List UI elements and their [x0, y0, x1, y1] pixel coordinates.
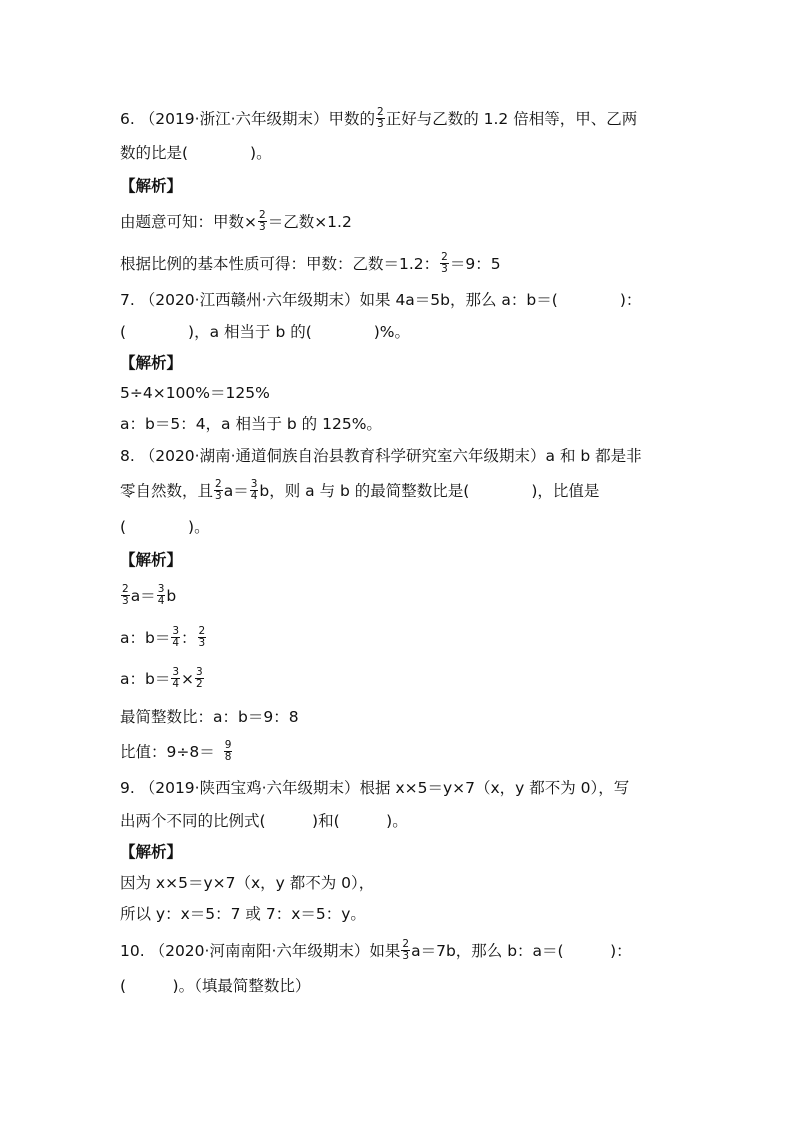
q6-analysis-step2: 根据比例的基本性质可得：甲数：乙数＝1.2： $\frac{2}{3}$ ＝9：5: [120, 251, 501, 275]
q8-analysis-step1: $\frac{2}{3}$ a＝ $\frac{3}{4}$ b: [122, 583, 177, 607]
q9-analysis-heading: 【解析】: [120, 843, 183, 861]
fraction-9-8: $\frac{9}{8}$: [224, 739, 232, 763]
fraction-2-3: $\frac{2}{3}$: [402, 938, 410, 962]
q8-analysis-step3: a：b＝ $\frac{3}{4}$ × $\frac{3}{2}$: [120, 666, 203, 690]
q9-stem-line2: 出两个不同的比例式( )和( )。: [120, 812, 408, 830]
q9-analysis-step2: 所以 y：x＝5：7 或 7：x＝5：y。: [120, 905, 366, 923]
fraction-2-3: $\frac{2}{3}$: [198, 625, 206, 649]
q8-stem-line2: 零自然数，且 $\frac{2}{3}$ a＝ $\frac{3}{4}$ b，则 a 与 b 的最简整数比是( )，比值是: [120, 478, 600, 502]
q9-stem-line1: 9. （2019·陕西宝鸡·六年级期末）根据 x×5＝y×7（x，y 都不为 0），写: [120, 779, 630, 797]
q7-analysis-step1: 5÷4×100%＝125%: [120, 384, 270, 402]
q7-stem-line1: 7. （2020·江西赣州·六年级期末）如果 4a＝5b，那么 a：b＝( )：: [120, 291, 642, 309]
q10-stem-line2: ( )。（填最简整数比）: [120, 977, 311, 995]
q8-analysis-step2: a：b＝ $\frac{3}{4}$ ： $\frac{2}{3}$: [120, 625, 206, 649]
q10-stem-line1: 10. （2020·河南南阳·六年级期末）如果 $\frac{2}{3}$ a＝7b，那么 b：a＝( )：: [120, 938, 632, 962]
fraction-2-3: $\frac{2}{3}$: [215, 478, 222, 502]
fraction-3-4: $\frac{3}{4}$: [172, 625, 180, 649]
q8-analysis-heading: 【解析】: [120, 551, 183, 569]
q7-stem-line2: ( )，a 相当于 b 的( )%。: [120, 323, 411, 341]
q6-stem-line2: 数的比是( )。: [120, 144, 272, 162]
q6-stem-line1: 6. （2019·浙江·六年级期末）甲数的 $\frac{2}{3}$ 正好与乙数的 1.2 倍相等，甲、乙两: [120, 106, 638, 130]
q7-analysis-heading: 【解析】: [120, 354, 183, 372]
q8-stem-line3: ( )。: [120, 518, 210, 536]
q8-analysis-step5: 比值：9÷8＝ $\frac{9}{8}$: [120, 739, 232, 763]
fraction-2-3: $\frac{2}{3}$: [259, 209, 266, 233]
q6-analysis-step1: 由题意可知：甲数× $\frac{2}{3}$ ＝乙数×1.2: [120, 209, 352, 233]
q7-analysis-step2: a：b＝5：4，a 相当于 b 的 125%。: [120, 415, 382, 433]
fraction-3-4: $\frac{3}{4}$: [157, 583, 165, 607]
fraction-3-2: $\frac{3}{2}$: [196, 666, 203, 690]
fraction-3-4: $\frac{3}{4}$: [172, 666, 180, 690]
fraction-2-3: $\frac{2}{3}$: [377, 106, 384, 130]
fraction-3-4: $\frac{3}{4}$: [250, 478, 258, 502]
q8-stem-line1: 8. （2020·湖南·通道侗族自治县教育科学研究室六年级期末）a 和 b 都是非: [120, 447, 642, 465]
fraction-2-3: $\frac{2}{3}$: [122, 583, 129, 607]
q6-analysis-heading: 【解析】: [120, 177, 183, 195]
fraction-2-3: $\frac{2}{3}$: [441, 251, 448, 275]
q8-analysis-step4: 最简整数比：a：b＝9：8: [120, 708, 299, 726]
q9-analysis-step1: 因为 x×5＝y×7（x，y 都不为 0），: [120, 874, 375, 892]
